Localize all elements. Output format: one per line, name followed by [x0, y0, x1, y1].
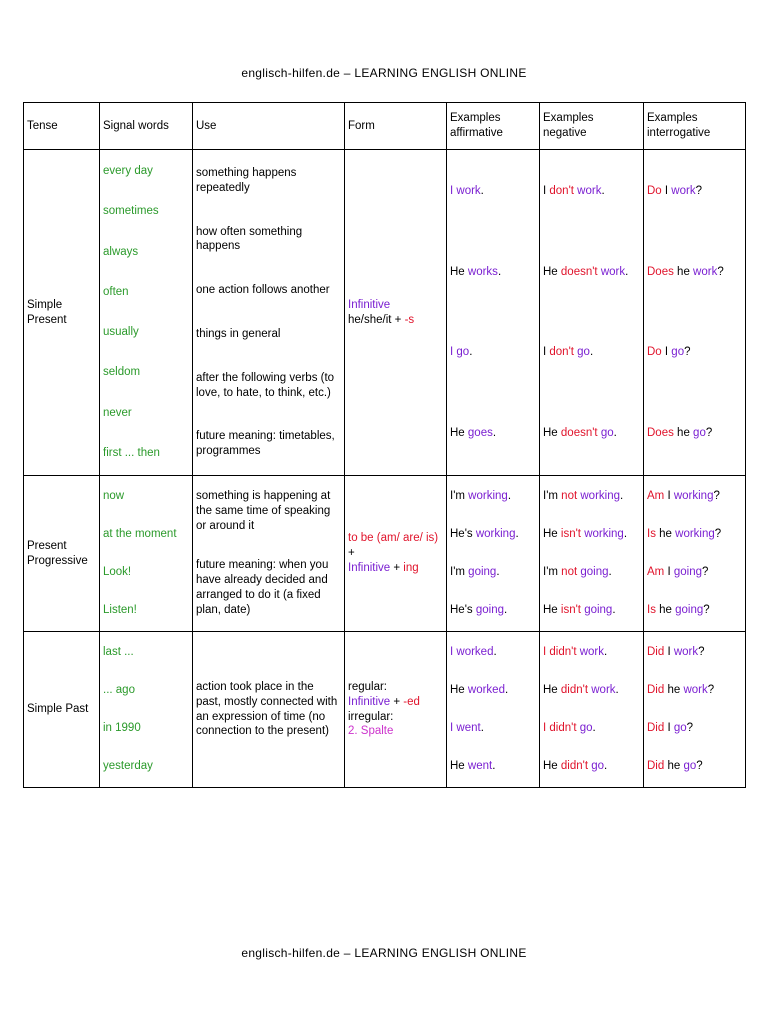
- text-run: going: [673, 566, 702, 579]
- use-list: [196, 478, 341, 630]
- text-run: .: [493, 646, 497, 659]
- page-footer: englisch-hilfen.de – LEARNING ENGLISH ONLINE: [241, 946, 527, 960]
- text-run: .: [480, 185, 484, 198]
- text-run: .: [604, 646, 608, 659]
- text-run: Infinitive: [348, 695, 391, 708]
- table-row: [24, 632, 746, 788]
- text-run: I: [543, 722, 550, 735]
- example-affirmative: [450, 759, 536, 774]
- example-negative: [543, 565, 640, 580]
- text-run: Am: [647, 490, 665, 503]
- text-run: working: [581, 528, 624, 541]
- example-affirmative: [450, 565, 536, 580]
- column-header-use: Use: [193, 103, 345, 150]
- text-run: going: [475, 604, 504, 617]
- example-interrogative: [647, 645, 742, 660]
- text-run: work: [576, 646, 605, 659]
- table-row: [24, 476, 746, 632]
- text-run: ?: [695, 185, 702, 198]
- text-run: .: [492, 760, 496, 773]
- text-run: he: [673, 265, 694, 278]
- example-negative-list: [543, 634, 640, 786]
- text-run: work: [573, 185, 602, 198]
- text-run: ?: [698, 646, 705, 659]
- text-run: ?: [701, 566, 709, 579]
- text-run: go: [588, 760, 605, 773]
- example-interrogative-cell: [644, 632, 746, 788]
- form-line: [348, 680, 443, 695]
- signal-word: never: [103, 406, 132, 419]
- text-run: Does: [647, 265, 674, 278]
- text-run: going: [581, 604, 613, 617]
- text-run: .: [601, 185, 605, 198]
- text-run: .: [612, 604, 616, 617]
- example-interrogative: [647, 265, 742, 280]
- example-affirmative-cell: [447, 632, 540, 788]
- use-cell: [193, 150, 345, 476]
- signal-word: Look!: [103, 566, 132, 579]
- text-run: working: [673, 490, 714, 503]
- use-item: action took place in the past, mostly connected with an expression of time (no connection to the present): [196, 680, 338, 738]
- text-run: irregular:: [348, 710, 394, 723]
- use-cell: [193, 632, 345, 788]
- use-cell: [193, 476, 345, 632]
- text-run: Did: [647, 760, 665, 773]
- text-run: Is: [647, 604, 656, 617]
- signal-word: now: [103, 490, 125, 503]
- signal-word: seldom: [103, 366, 141, 379]
- text-run: works: [467, 265, 498, 278]
- text-run: .: [492, 426, 497, 439]
- column-header-examples-negative: Examples negative: [540, 103, 644, 150]
- signal-word: sometimes: [103, 205, 159, 218]
- text-run: go: [683, 760, 697, 773]
- text-run: didn't: [549, 646, 577, 659]
- text-run: Am: [647, 566, 665, 579]
- text-run: .: [592, 722, 596, 735]
- example-negative: [543, 265, 640, 280]
- text-run: -ed: [403, 695, 420, 708]
- text-run: I: [543, 346, 550, 359]
- form-cell: [345, 632, 447, 788]
- signal-word: first ... then: [103, 446, 160, 459]
- example-affirmative-list: [450, 634, 536, 786]
- example-affirmative-cell: [447, 476, 540, 632]
- text-run: he: [673, 426, 694, 439]
- text-run: ?: [696, 760, 703, 773]
- example-interrogative: [647, 683, 742, 698]
- text-run: +: [390, 695, 404, 708]
- text-run: go: [576, 722, 593, 735]
- use-list: [196, 152, 341, 474]
- example-negative-cell: [540, 632, 644, 788]
- signal-word: in 1990: [103, 722, 141, 735]
- text-run: work: [597, 265, 626, 278]
- text-run: worked: [467, 684, 505, 697]
- text-run: not: [561, 490, 578, 503]
- text-run: going: [468, 566, 497, 579]
- text-run: work: [683, 684, 708, 697]
- text-run: Did: [647, 684, 665, 697]
- text-run: I: [661, 185, 672, 198]
- form-line: [348, 695, 443, 710]
- text-run: -s: [404, 313, 415, 326]
- text-run: He: [450, 684, 468, 697]
- text-run: regular:: [348, 680, 387, 693]
- text-run: I'm: [450, 566, 469, 579]
- text-run: he: [655, 604, 676, 617]
- signal-words-list: [103, 152, 189, 474]
- text-run: Infinitive: [348, 561, 391, 574]
- example-interrogative: [647, 184, 742, 199]
- text-run: Do: [647, 185, 662, 198]
- tenses-table: [23, 102, 746, 788]
- text-run: He: [543, 528, 561, 541]
- text-run: Did: [647, 646, 665, 659]
- signal-word: last ...: [103, 646, 134, 659]
- example-negative: [543, 345, 640, 360]
- example-negative-cell: [540, 150, 644, 476]
- text-run: He: [450, 426, 468, 439]
- text-run: He's: [450, 528, 476, 541]
- example-negative: [543, 683, 640, 698]
- signal-words-list: [103, 634, 189, 786]
- text-run: don't: [549, 185, 574, 198]
- example-interrogative: [647, 759, 742, 774]
- text-run: Infinitive: [348, 298, 391, 311]
- text-run: he: [664, 760, 684, 773]
- text-run: He: [543, 265, 561, 278]
- text-run: he: [655, 528, 676, 541]
- text-run: +: [348, 547, 355, 560]
- text-run: He: [543, 604, 561, 617]
- tense-cell: Simple Present: [24, 150, 100, 476]
- use-item: after the following verbs (to love, to hate, to think, etc.): [196, 371, 335, 399]
- example-affirmative: [450, 527, 536, 542]
- text-run: went: [456, 722, 481, 735]
- text-run: don't: [549, 346, 574, 359]
- form-line: [348, 298, 443, 313]
- text-run: I: [450, 646, 457, 659]
- example-negative: [543, 759, 640, 774]
- text-run: isn't: [560, 528, 581, 541]
- example-affirmative: [450, 721, 536, 736]
- text-run: Do: [647, 346, 662, 359]
- text-run: .: [613, 426, 617, 439]
- text-run: ?: [686, 722, 694, 735]
- text-run: .: [625, 265, 629, 278]
- text-run: go: [597, 426, 614, 439]
- text-run: didn't: [549, 722, 577, 735]
- example-affirmative: [450, 184, 536, 199]
- example-affirmative-cell: [447, 150, 540, 476]
- signal-word: always: [103, 245, 139, 258]
- column-header-tense: Tense: [24, 103, 100, 150]
- signal-word: often: [103, 285, 129, 298]
- tense-cell: Present Progressive: [24, 476, 100, 632]
- form-cell: [345, 150, 447, 476]
- text-run: ?: [714, 528, 722, 541]
- example-interrogative: [647, 345, 742, 360]
- text-run: I: [450, 346, 457, 359]
- text-run: I: [543, 185, 550, 198]
- text-run: .: [496, 566, 500, 579]
- signal-word: yesterday: [103, 760, 153, 773]
- text-run: work: [693, 265, 718, 278]
- text-run: working: [577, 490, 620, 503]
- example-negative: [543, 527, 640, 542]
- text-run: Is: [647, 528, 656, 541]
- signal-word: at the moment: [103, 528, 177, 541]
- text-run: He: [543, 684, 561, 697]
- use-item: something is happening at the same time of speaking or around it: [196, 490, 331, 533]
- text-run: I'm: [450, 490, 469, 503]
- text-run: not: [561, 566, 578, 579]
- text-run: .: [608, 566, 612, 579]
- text-run: work: [588, 684, 616, 697]
- example-affirmative: [450, 489, 536, 504]
- text-run: I: [450, 185, 457, 198]
- example-interrogative: [647, 489, 742, 504]
- text-run: go: [673, 722, 687, 735]
- text-run: he/she/it +: [348, 313, 405, 326]
- example-interrogative-cell: [644, 476, 746, 632]
- text-run: .: [507, 490, 512, 503]
- example-interrogative: [647, 603, 742, 618]
- text-run: didn't: [560, 760, 589, 773]
- text-run: going: [577, 566, 609, 579]
- text-run: .: [503, 604, 508, 617]
- text-run: I'm: [543, 490, 562, 503]
- example-negative: [543, 603, 640, 618]
- text-run: didn't: [560, 684, 589, 697]
- column-header-form: Form: [345, 103, 447, 150]
- text-run: isn't: [560, 604, 581, 617]
- example-negative-list: [543, 478, 640, 630]
- text-run: .: [497, 265, 502, 278]
- use-item: something happens repeatedly: [196, 166, 297, 194]
- text-run: going: [675, 604, 704, 617]
- example-affirmative: [450, 603, 536, 618]
- text-run: .: [515, 528, 519, 541]
- text-run: work: [673, 646, 699, 659]
- example-interrogative-list: [647, 634, 742, 786]
- text-run: I: [664, 722, 674, 735]
- table-row: [24, 150, 746, 476]
- text-run: doesn't: [560, 265, 598, 278]
- text-run: He: [450, 760, 468, 773]
- text-run: He: [543, 760, 561, 773]
- use-item: future meaning: timetables, programmes: [196, 430, 335, 458]
- example-negative: [543, 489, 640, 504]
- signal-words-cell: [100, 476, 193, 632]
- example-interrogative-list: [647, 478, 742, 630]
- text-run: I: [543, 646, 550, 659]
- form-cell: [345, 476, 447, 632]
- form-line: [348, 313, 443, 328]
- use-item: future meaning: when you have already decided and arranged to do it (a fixed plan, date): [196, 558, 329, 616]
- text-run: ?: [707, 684, 715, 697]
- header-row: [24, 103, 746, 150]
- example-negative: [543, 645, 640, 660]
- example-affirmative-list: [450, 478, 536, 630]
- example-affirmative: [450, 426, 536, 441]
- form-line: [348, 561, 443, 576]
- example-affirmative-list: [450, 152, 536, 474]
- text-run: I: [450, 722, 457, 735]
- signal-words-list: [103, 478, 189, 630]
- example-negative-cell: [540, 476, 644, 632]
- example-negative: [543, 426, 640, 441]
- text-run: He: [543, 426, 561, 439]
- text-run: work: [456, 185, 481, 198]
- text-run: .: [604, 760, 608, 773]
- text-run: .: [623, 528, 628, 541]
- text-run: .: [469, 346, 473, 359]
- column-header-examples-affirmative: Examples affirmative: [447, 103, 540, 150]
- text-run: ing: [403, 561, 419, 574]
- text-run: He's: [450, 604, 476, 617]
- text-run: ?: [703, 604, 710, 617]
- example-affirmative: [450, 683, 536, 698]
- example-interrogative: [647, 721, 742, 736]
- text-run: go: [456, 346, 470, 359]
- tense-cell: Simple Past: [24, 632, 100, 788]
- example-affirmative: [450, 345, 536, 360]
- page-header: englisch-hilfen.de – LEARNING ENGLISH ONLINE: [241, 66, 527, 80]
- text-run: working: [675, 528, 715, 541]
- example-negative-list: [543, 152, 640, 474]
- signal-word: every day: [103, 165, 153, 178]
- text-run: +: [390, 561, 404, 574]
- text-run: Does: [647, 426, 674, 439]
- use-item: one action follows another: [196, 284, 330, 297]
- text-run: I: [664, 646, 674, 659]
- form-line: [348, 531, 443, 561]
- example-negative: [543, 184, 640, 199]
- text-run: ?: [717, 265, 724, 278]
- column-header-examples-interrogative: Examples interrogative: [644, 103, 746, 150]
- text-run: working: [468, 490, 508, 503]
- text-run: He: [450, 265, 468, 278]
- text-run: goes: [467, 426, 493, 439]
- example-affirmative: [450, 265, 536, 280]
- text-run: .: [620, 490, 624, 503]
- text-run: I: [664, 490, 674, 503]
- text-run: worked: [456, 646, 494, 659]
- form-line: [348, 710, 443, 725]
- text-run: .: [615, 684, 619, 697]
- signal-words-cell: [100, 632, 193, 788]
- text-run: doesn't: [560, 426, 598, 439]
- text-run: .: [504, 684, 509, 697]
- example-interrogative: [647, 565, 742, 580]
- text-run: go: [573, 346, 590, 359]
- text-run: he: [664, 684, 684, 697]
- column-header-signal-words: Signal words: [100, 103, 193, 150]
- text-run: ?: [713, 490, 720, 503]
- example-affirmative: [450, 645, 536, 660]
- text-run: I: [664, 566, 674, 579]
- use-item: how often something happens: [196, 225, 303, 253]
- example-interrogative: [647, 426, 742, 441]
- signal-words-cell: [100, 150, 193, 476]
- signal-word: Listen!: [103, 604, 137, 617]
- example-interrogative: [647, 527, 742, 542]
- use-item: things in general: [196, 327, 281, 340]
- text-run: ?: [684, 346, 691, 359]
- use-list: [196, 634, 341, 786]
- text-run: go: [693, 426, 706, 439]
- text-run: working: [475, 528, 516, 541]
- text-run: .: [480, 722, 484, 735]
- text-run: .: [589, 346, 594, 359]
- text-run: work: [671, 185, 696, 198]
- signal-word: usually: [103, 326, 139, 339]
- text-run: 2. Spalte: [348, 725, 394, 738]
- text-run: ?: [705, 426, 713, 439]
- text-run: I: [661, 346, 672, 359]
- text-run: go: [671, 346, 685, 359]
- form-line: [348, 724, 443, 739]
- example-interrogative-cell: [644, 150, 746, 476]
- example-negative: [543, 721, 640, 736]
- text-run: I'm: [543, 566, 562, 579]
- text-run: Did: [647, 722, 665, 735]
- example-interrogative-list: [647, 152, 742, 474]
- text-run: to be (am/ are/ is): [348, 532, 439, 545]
- signal-word: ... ago: [103, 684, 135, 697]
- text-run: went: [467, 760, 493, 773]
